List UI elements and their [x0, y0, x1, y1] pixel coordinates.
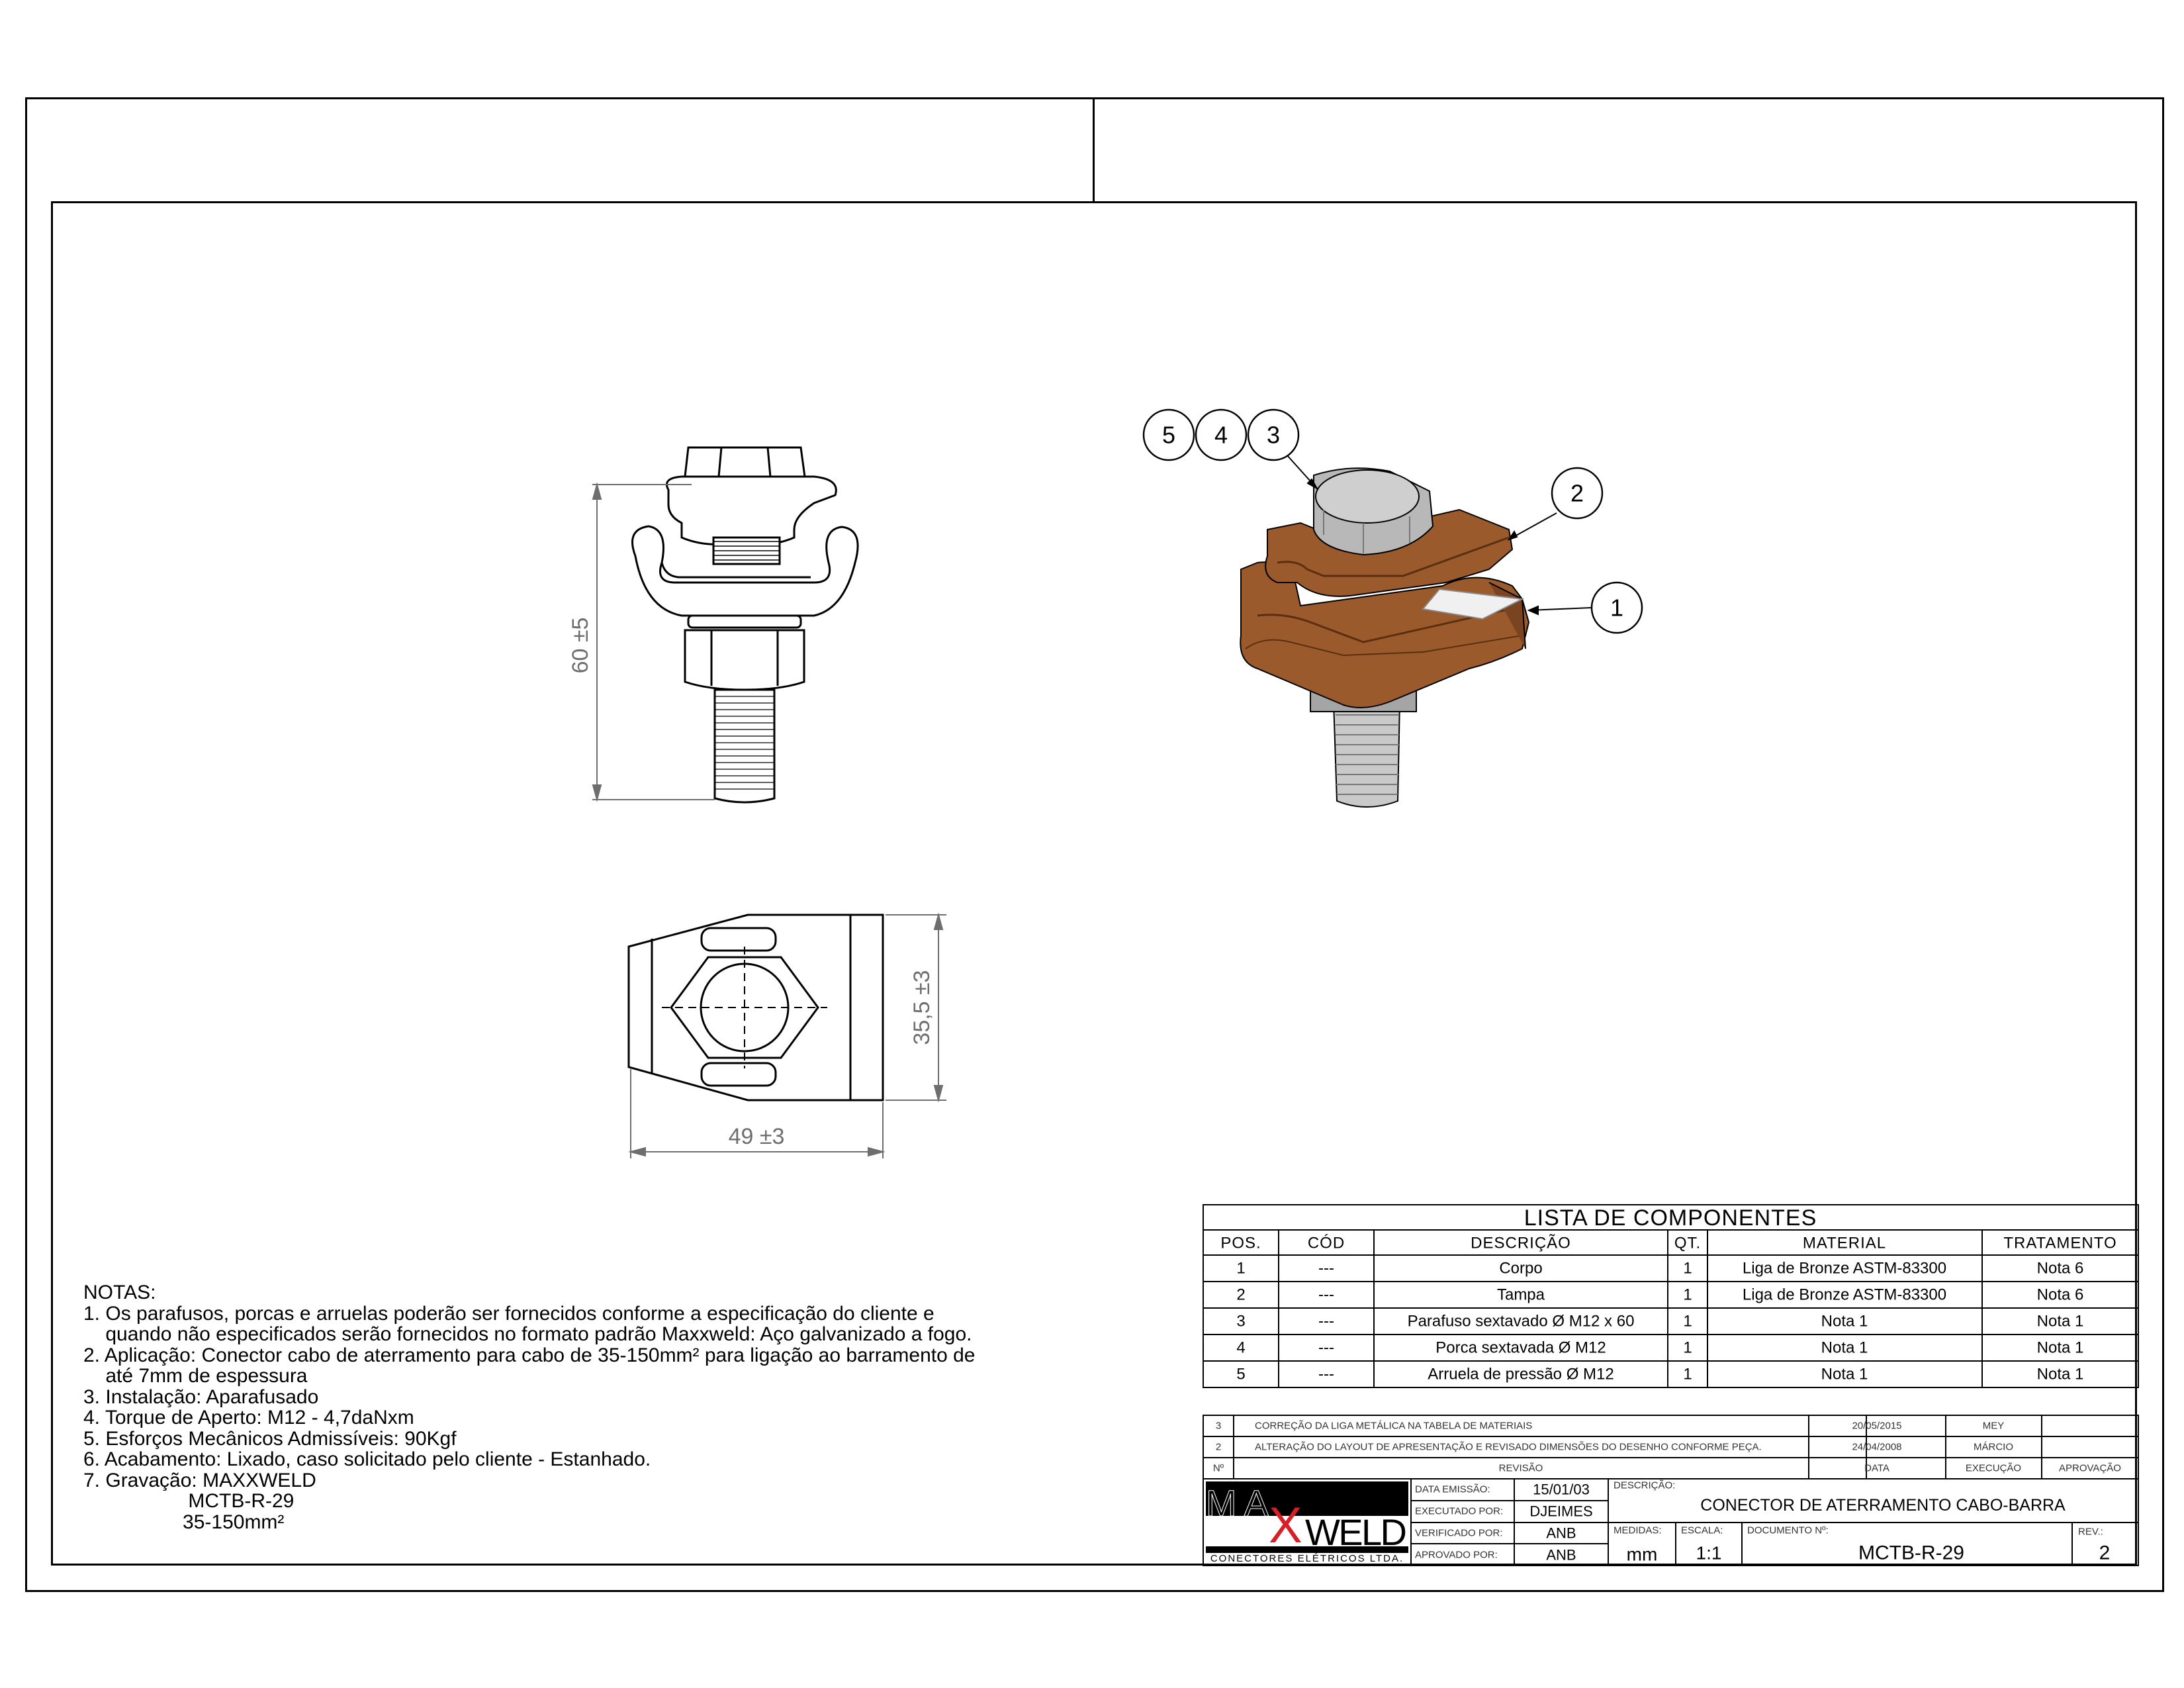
svg-text:1: 1 [1610, 594, 1624, 622]
component-cell: Porca sextavada Ø M12 [1435, 1338, 1606, 1357]
note-line: 6. Acabamento: Lixado, caso solicitado pelo cliente - Estanhado. [83, 1448, 651, 1470]
revision-number: 2 [2099, 1542, 2111, 1564]
components-rows [1236, 1260, 2083, 1383]
revision-header [1213, 1463, 2121, 1474]
top-view [629, 915, 883, 1100]
height-dimension-label: 60 ±5 [568, 617, 593, 674]
component-cell: --- [1318, 1338, 1334, 1357]
note-line: 2. Aplicação: Conector cabo de aterramento para cabo de 35-150mm² para ligação ao barramento de [83, 1344, 976, 1366]
notes-lines [83, 1303, 1089, 1533]
side-width-dimension-label: 35,5 ±3 [909, 970, 934, 1045]
component-cell: 4 [1236, 1338, 1246, 1357]
svg-text:15/01/03: 15/01/03 [1533, 1481, 1590, 1498]
note-line: 5. Esforços Mecânicos Admissíveis: 90Kgf [83, 1427, 457, 1450]
svg-text:X: X [1269, 1497, 1302, 1554]
svg-text:APROVAÇÃO: APROVAÇÃO [2059, 1462, 2121, 1474]
component-row [1236, 1339, 2083, 1357]
revision-row [1216, 1442, 2013, 1453]
note-line: quando não especificados serão fornecidos no formato padrão Maxxweld: Aço galvanizado a fogo. [83, 1323, 972, 1345]
svg-text:mm: mm [1626, 1544, 1658, 1565]
svg-text:DESCRIÇÃO:: DESCRIÇÃO: [1614, 1479, 1676, 1491]
document-number: MCTB-R-29 [1858, 1542, 1965, 1564]
revision-cell: 20/05/2015 [1852, 1420, 1902, 1432]
component-row [1236, 1366, 2083, 1383]
svg-text:ANB: ANB [1546, 1524, 1576, 1542]
components-table-grid [1203, 1205, 2138, 1387]
component-row [1236, 1286, 2083, 1304]
svg-text:TRATAMENTO: TRATAMENTO [2003, 1234, 2117, 1252]
maxxweld-logo [1206, 1481, 1408, 1564]
component-cell: Nota 1 [2036, 1312, 2084, 1331]
svg-text:1:1: 1:1 [1696, 1542, 1722, 1564]
isometric-view [1240, 468, 1529, 807]
component-cell: Nota 1 [2036, 1338, 2084, 1357]
svg-text:3: 3 [1266, 421, 1281, 449]
svg-text:2: 2 [1570, 479, 1584, 507]
svg-text:CONECTORES ELÉTRICOS LTDA.: CONECTORES ELÉTRICOS LTDA. [1210, 1553, 1404, 1564]
component-cell: 1 [1683, 1312, 1692, 1331]
svg-text:MATERIAL: MATERIAL [1802, 1234, 1887, 1252]
svg-text:VERIFICADO POR:: VERIFICADO POR: [1415, 1527, 1503, 1539]
component-cell: Corpo [1499, 1259, 1543, 1278]
note-line: 4. Torque de Aperto: M12 - 4,7daNxm [83, 1407, 414, 1429]
component-cell: 1 [1683, 1365, 1692, 1383]
note-line: 3. Instalação: Aparafusado [83, 1385, 319, 1408]
svg-text:DESCRIÇÃO: DESCRIÇÃO [1471, 1234, 1571, 1252]
component-cell: --- [1318, 1259, 1334, 1278]
component-cell: Parafuso sextavado Ø M12 x 60 [1407, 1312, 1635, 1331]
revision-cell: 3 [1215, 1420, 1222, 1432]
component-cell: Nota 1 [1821, 1365, 1868, 1383]
note-line: até 7mm de espessura [83, 1365, 308, 1387]
svg-text:DOCUMENTO Nº:: DOCUMENTO Nº: [1747, 1524, 1829, 1536]
component-cell: Liga de Bronze ASTM-83300 [1742, 1259, 1947, 1278]
front-view [633, 447, 858, 802]
component-cell: Tampa [1496, 1286, 1545, 1304]
balloon-4 [1196, 410, 1246, 460]
balloon-2 [1552, 468, 1602, 518]
svg-text:ESCALA:: ESCALA: [1681, 1524, 1723, 1536]
svg-text:DJEIMES: DJEIMES [1529, 1503, 1593, 1520]
component-cell: 1 [1236, 1259, 1246, 1278]
svg-text:4: 4 [1214, 421, 1228, 449]
description-value: CONECTOR DE ATERRAMENTO CABO-BARRA [1700, 1496, 2066, 1515]
notes-block [83, 1282, 1089, 1532]
svg-text:QT.: QT. [1674, 1234, 1702, 1252]
note-line: 7. Gravação: MAXXWELD [83, 1469, 316, 1491]
component-cell: 1 [1683, 1259, 1692, 1278]
balloon-3 [1248, 410, 1298, 460]
revision-row [1216, 1421, 2004, 1432]
revision-cell: MÁRCIO [1974, 1441, 2013, 1453]
component-cell: Arruela de pressão Ø M12 [1428, 1365, 1614, 1383]
revision-cell: 24/04/2008 [1852, 1441, 1902, 1453]
svg-text:MEDIDAS:: MEDIDAS: [1614, 1524, 1662, 1536]
component-cell: Nota 1 [1821, 1338, 1868, 1357]
component-cell: Liga de Bronze ASTM-83300 [1742, 1286, 1947, 1304]
component-cell: 1 [1683, 1338, 1692, 1357]
component-cell: Nota 1 [2036, 1365, 2084, 1383]
svg-text:REV.:: REV.: [2078, 1526, 2103, 1538]
component-cell: Nota 6 [2036, 1259, 2084, 1278]
svg-text:DATA: DATA [1864, 1462, 1889, 1474]
revision-cell: MEY [1982, 1420, 2005, 1432]
svg-text:DATA EMISSÃO:: DATA EMISSÃO: [1415, 1483, 1490, 1495]
component-cell: Nota 1 [1821, 1312, 1868, 1331]
revision-cell: CORREÇÃO DA LIGA METÁLICA NA TABELA DE MATERIAIS [1255, 1420, 1533, 1432]
component-cell: 5 [1236, 1365, 1246, 1383]
svg-text:EXECUTADO POR:: EXECUTADO POR: [1415, 1505, 1504, 1517]
component-cell: --- [1318, 1312, 1334, 1331]
svg-text:5: 5 [1161, 421, 1176, 449]
svg-text:ANB: ANB [1546, 1546, 1576, 1564]
note-line: MCTB-R-29 [83, 1490, 295, 1512]
component-cell: 2 [1236, 1286, 1246, 1304]
note-line: 35-150mm² [83, 1511, 285, 1533]
component-row [1236, 1260, 2083, 1278]
svg-text:MA: MA [1206, 1482, 1269, 1524]
svg-text:EXECUÇÃO: EXECUÇÃO [1965, 1462, 2022, 1474]
component-cell: --- [1318, 1286, 1334, 1304]
balloon-1 [1592, 583, 1642, 633]
svg-text:REVISÃO: REVISÃO [1498, 1462, 1543, 1474]
bottom-width-dimension-label: 49 ±3 [728, 1124, 785, 1149]
component-row [1236, 1313, 2083, 1331]
svg-text:CÓD: CÓD [1307, 1234, 1345, 1252]
component-cell: 3 [1236, 1312, 1246, 1331]
svg-text:POS.: POS. [1220, 1234, 1261, 1252]
balloon-5 [1144, 410, 1194, 460]
component-cell: 1 [1683, 1286, 1692, 1304]
revision-cell: 2 [1215, 1441, 1222, 1453]
svg-text:APROVADO POR:: APROVADO POR: [1415, 1549, 1498, 1561]
component-cell: Nota 6 [2036, 1286, 2084, 1304]
notes-title: NOTAS: [83, 1282, 156, 1303]
component-cell: --- [1318, 1365, 1334, 1383]
svg-text:Nº: Nº [1212, 1462, 1224, 1474]
svg-text:WELD: WELD [1305, 1511, 1407, 1553]
components-title: LISTA DE COMPONENTES [1524, 1205, 1817, 1231]
revision-cell: ALTERAÇÃO DO LAYOUT DE APRESENTAÇÃO E REVISADO DIMENSÕES DO DESENHO CONFORME PEÇA. [1255, 1441, 1762, 1453]
note-line: 1. Os parafusos, porcas e arruelas poderão ser fornecidos conforme a especificação do cliente e [83, 1302, 934, 1325]
